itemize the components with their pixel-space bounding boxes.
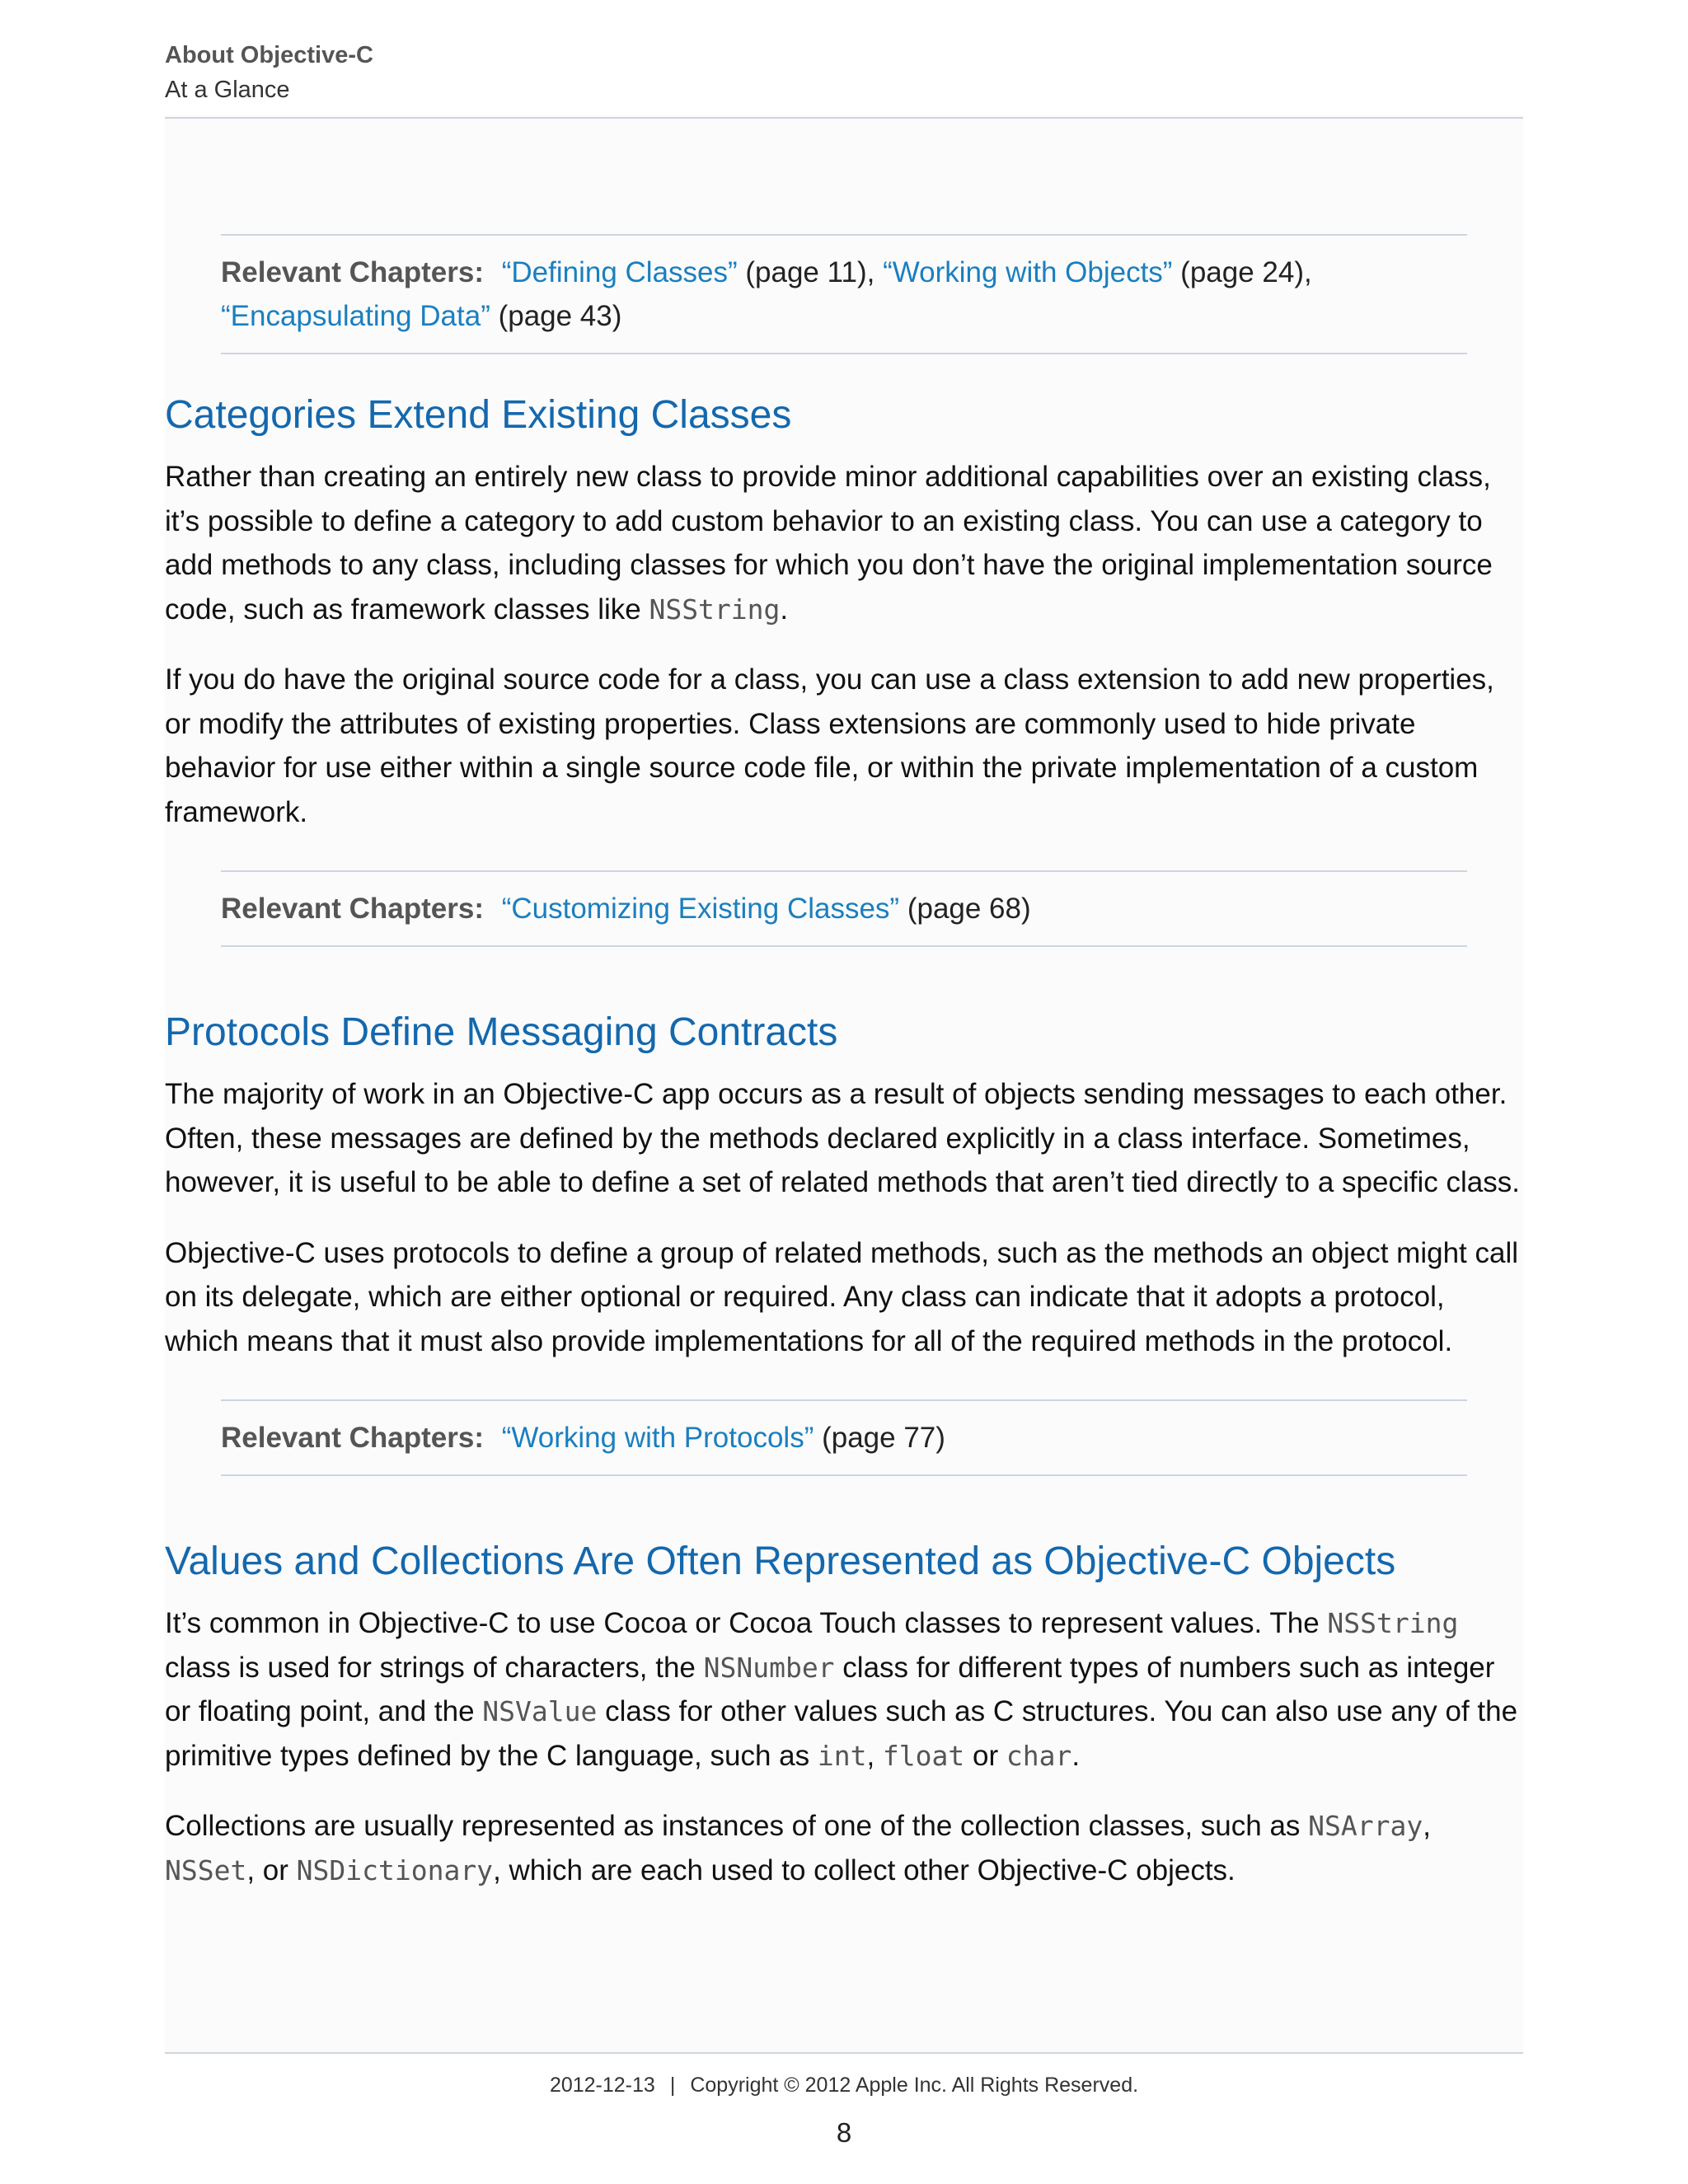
paragraph-text: It’s common in Objective-C to use Cocoa or Cocoa Touch classes to represent values. The: [165, 1607, 1328, 1639]
footer-separator: |: [669, 2074, 676, 2097]
paragraph-text: .: [1071, 1739, 1081, 1772]
paragraph: [165, 1804, 1523, 1892]
section-heading-categories: Categories Extend Existing Classes: [165, 393, 792, 437]
paragraph-text: Collections are usually represented as instances of one of the collection classes, such as: [165, 1810, 1309, 1842]
running-header: [165, 38, 1523, 119]
page-ref: (page 43): [490, 300, 622, 332]
page-ref: (page 24),: [1172, 256, 1312, 288]
header-subtitle: At a Glance: [165, 77, 290, 103]
code-char: char: [1006, 1739, 1072, 1772]
paragraph-text: class is used for strings of characters, the: [165, 1651, 704, 1684]
code-int: int: [817, 1739, 867, 1772]
page-ref: (page 77): [814, 1422, 945, 1454]
paragraph: Objective-C uses protocols to define a group of related methods, such as the methods an object might call on its delegate, which are either optional or required. Any class can indicate that it adopts a protocol, which means that it must also provide implementations for all of the required methods in the protocol.: [165, 1236, 1519, 1357]
section-heading-values: Values and Collections Are Often Represented as Objective-C Objects: [165, 1540, 1396, 1583]
footer-copyright-line: [165, 2070, 1523, 2100]
code-nsvalue: NSValue: [482, 1695, 598, 1727]
paragraph: If you do have the original source code for a class, you can use a class extension to add new properties, or modify the attributes of existing properties. Class extensions are commonly used to hide private behavior for use either within a single source code file, or within the private implementation of a custom framework.: [165, 663, 1494, 828]
page-ref: (page 68): [899, 893, 1031, 925]
code-nsarray: NSArray: [1308, 1810, 1423, 1842]
section-heading-protocols: Protocols Define Messaging Contracts: [165, 1010, 838, 1054]
link-customizing-existing-classes[interactable]: “Customizing Existing Classes”: [501, 893, 900, 925]
paragraph-text: ,: [1423, 1810, 1431, 1842]
code-nsstring: NSString: [1327, 1607, 1459, 1639]
link-encapsulating-data[interactable]: “Encapsulating Data”: [221, 300, 490, 332]
paragraph-text: ,: [866, 1739, 883, 1772]
paragraph-text: class for different types of numbers such as integer or floating point, and the: [165, 1651, 1495, 1727]
paragraph-text: Rather than creating an entirely new class to provide minor additional capabilities over an existing class, it’s possible to define a category to add custom behavior to an existing class. You can use a category to add methods to any class, including classes for which you don’t have the original implementation source code, such as framework classes like: [165, 461, 1493, 626]
paragraph-text: .: [780, 593, 789, 626]
page-ref: (page 11),: [737, 256, 884, 288]
page-number: 8: [836, 2117, 852, 2148]
page-content: [165, 234, 1523, 1892]
relevant-chapters-box: [221, 234, 1467, 354]
paragraph-text: , or: [246, 1854, 297, 1886]
code-nsset: NSSet: [165, 1854, 247, 1886]
code-nsstring: NSString: [649, 593, 781, 626]
paragraph: The majority of work in an Objective-C app occurs as a result of objects sending messages to each other. Often, these messages are defined by the methods declared explicitly in a class interface. Sometimes, however, it is useful to be able to define a set of related methods that aren’t tied directly to a specific class.: [165, 1078, 1520, 1198]
code-nsnumber: NSNumber: [703, 1651, 835, 1684]
relevant-chapters-label: Relevant Chapters:: [221, 893, 484, 925]
paragraph-text: , which are each used to collect other Objective-C objects.: [493, 1854, 1236, 1886]
header-title: About Objective-C: [165, 42, 373, 68]
paragraph: [165, 1601, 1523, 1778]
relevant-chapters-label: Relevant Chapters:: [221, 1422, 484, 1454]
page-footer: [165, 2052, 1523, 2151]
paragraph: [165, 455, 1523, 631]
footer-date: 2012-12-13: [549, 2074, 655, 2097]
relevant-chapters-box: [221, 870, 1467, 947]
link-defining-classes[interactable]: “Defining Classes”: [501, 256, 738, 288]
code-nsdictionary: NSDictionary: [296, 1854, 494, 1886]
footer-copyright: Copyright © 2012 Apple Inc. All Rights Reserved.: [690, 2074, 1139, 2097]
link-working-with-objects[interactable]: “Working with Objects”: [883, 256, 1173, 288]
link-working-with-protocols[interactable]: “Working with Protocols”: [501, 1422, 814, 1454]
relevant-chapters-label: Relevant Chapters:: [221, 256, 484, 288]
code-float: float: [882, 1739, 965, 1772]
paragraph-text: class for other values such as C structures. You can also use any of the primitive types defined by the C language, such as: [165, 1695, 1518, 1772]
paragraph-text: or: [964, 1739, 1006, 1772]
relevant-chapters-box: [221, 1399, 1467, 1476]
